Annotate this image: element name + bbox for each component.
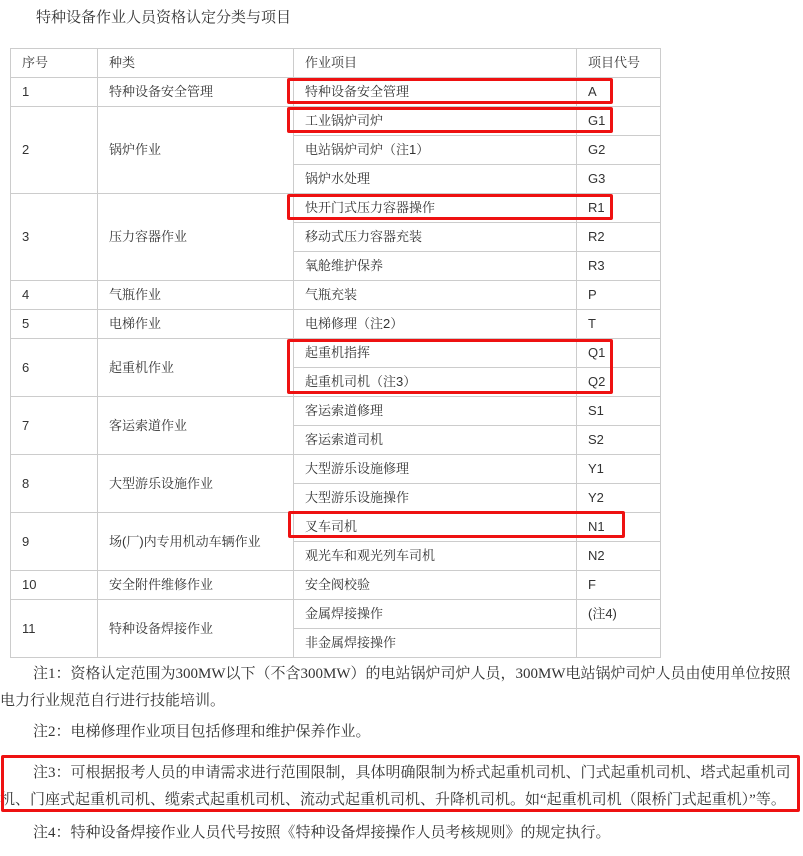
table-cell: Y2 [577, 484, 661, 513]
col-header-index: 序号 [11, 49, 98, 78]
table-cell: 金属焊接操作 [294, 600, 577, 629]
table-cell: Q2 [577, 368, 661, 397]
note-2: 注2：电梯修理作业项目包括修理和维护保养作业。 [33, 724, 371, 740]
table-cell: 氧舱维护保养 [294, 252, 577, 281]
table-row [11, 107, 661, 136]
table-cell: 大型游乐设施操作 [294, 484, 577, 513]
table-cell: 5 [11, 310, 98, 339]
table-cell: T [577, 310, 661, 339]
table-row [11, 339, 661, 368]
table-cell: 7 [11, 397, 98, 455]
table-cell: 11 [11, 600, 98, 658]
table-cell: G3 [577, 165, 661, 194]
table-row [11, 513, 661, 542]
table-cell: 2 [11, 107, 98, 194]
table-cell: R2 [577, 223, 661, 252]
table-cell: 安全附件维修作业 [98, 571, 294, 600]
table-cell: 3 [11, 194, 98, 281]
table-cell: 客运索道修理 [294, 397, 577, 426]
table-cell: 非金属焊接操作 [294, 629, 577, 658]
table-cell: 特种设备安全管理 [294, 78, 577, 107]
note-3: 注3：可根据报考人员的申请需求进行范围限制，具体明确限制为桥式起重机司机、门式起重机司机、塔式起重机司机、门座式起重机司机、缆索式起重机司机、流动式起重机司机、升降机司机。如“起重机司机（限桥门式起重机）”等。 [0, 765, 791, 808]
qualification-table [10, 48, 661, 658]
table-cell: S1 [577, 397, 661, 426]
table-cell: 电梯修理（注2） [294, 310, 577, 339]
table-cell: 起重机作业 [98, 339, 294, 397]
table-cell: 特种设备焊接作业 [98, 600, 294, 658]
table-cell: R1 [577, 194, 661, 223]
table-row [11, 455, 661, 484]
table-cell: Q1 [577, 339, 661, 368]
table-cell: 10 [11, 571, 98, 600]
table-cell: 1 [11, 78, 98, 107]
table-row [11, 397, 661, 426]
note-1: 注1：资格认定范围为300MW以下（不含300MW）的电站锅炉司炉人员，300MW电站锅炉司炉人员由使用单位按照电力行业规范自行进行技能培训。 [0, 666, 791, 709]
col-header-category: 种类 [98, 49, 294, 78]
table-header-row [11, 49, 661, 78]
table-row [11, 194, 661, 223]
table-cell: 锅炉作业 [98, 107, 294, 194]
table-cell: 大型游乐设施修理 [294, 455, 577, 484]
table-cell: 9 [11, 513, 98, 571]
table-cell: 6 [11, 339, 98, 397]
table-cell: 起重机司机（注3） [294, 368, 577, 397]
table-cell: G1 [577, 107, 661, 136]
table-cell: 4 [11, 281, 98, 310]
table-cell: 气瓶作业 [98, 281, 294, 310]
note-4: 注4：特种设备焊接作业人员代号按照《特种设备焊接操作人员考核规则》的规定执行。 [33, 825, 611, 841]
table-row [11, 571, 661, 600]
table-cell: 场(厂)内专用机动车辆作业 [98, 513, 294, 571]
table-cell: 电梯作业 [98, 310, 294, 339]
table-cell: G2 [577, 136, 661, 165]
table-row [11, 78, 661, 107]
table-cell: 压力容器作业 [98, 194, 294, 281]
col-header-project: 作业项目 [294, 49, 577, 78]
table-cell: 电站锅炉司炉（注1） [294, 136, 577, 165]
table-cell: 叉车司机 [294, 513, 577, 542]
table-cell: (注4) [577, 600, 661, 629]
table-cell: P [577, 281, 661, 310]
table-cell: Y1 [577, 455, 661, 484]
table-cell: 特种设备安全管理 [98, 78, 294, 107]
table-cell: 客运索道司机 [294, 426, 577, 455]
table-cell: 安全阀校验 [294, 571, 577, 600]
page-title: 特种设备作业人员资格认定分类与项目 [36, 10, 292, 26]
table-cell: 观光车和观光列车司机 [294, 542, 577, 571]
table-cell [577, 629, 661, 658]
table-row [11, 310, 661, 339]
table-cell: N1 [577, 513, 661, 542]
table-cell: S2 [577, 426, 661, 455]
table-cell: 工业锅炉司炉 [294, 107, 577, 136]
table-cell: 起重机指挥 [294, 339, 577, 368]
table-cell: A [577, 78, 661, 107]
table-cell: R3 [577, 252, 661, 281]
table-cell: 锅炉水处理 [294, 165, 577, 194]
table-cell: 大型游乐设施作业 [98, 455, 294, 513]
table-cell: 快开门式压力容器操作 [294, 194, 577, 223]
table-row [11, 600, 661, 629]
table-cell: 气瓶充装 [294, 281, 577, 310]
table-cell: 8 [11, 455, 98, 513]
table-cell: F [577, 571, 661, 600]
table-cell: 客运索道作业 [98, 397, 294, 455]
table-cell: N2 [577, 542, 661, 571]
table-cell: 移动式压力容器充装 [294, 223, 577, 252]
table-row [11, 281, 661, 310]
col-header-code: 项目代号 [577, 49, 661, 78]
